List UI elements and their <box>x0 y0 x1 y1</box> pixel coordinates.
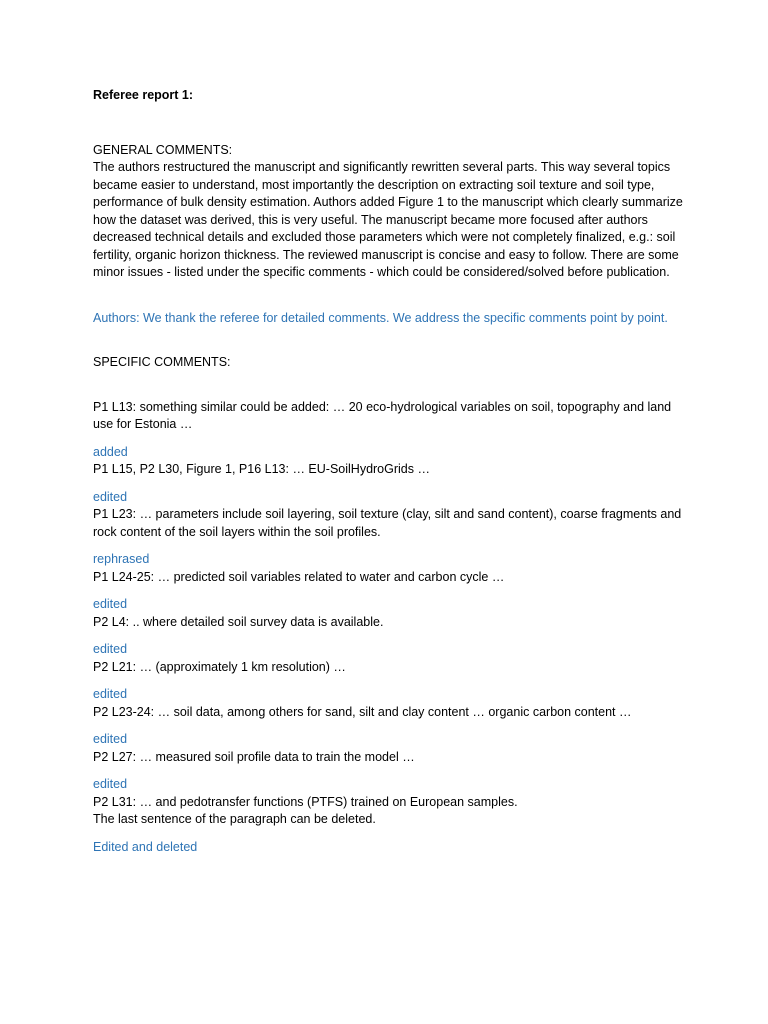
authors-reply: Authors: We thank the referee for detailed comments. We address the specific comments point by point. <box>93 310 668 325</box>
comment-text: P2 L21: … (approximately 1 km resolution) … <box>93 659 346 674</box>
specific-comment-3 <box>93 489 685 542</box>
general-comments-text: The authors restructured the manuscript and significantly rewritten several parts. This way several topics became easier to understand, most importantly the description on extracting soil texture and soil type, performance of bulk density estimation. Authors added Figure 1 to the manuscript which clearly summarize how the dataset was derived, this is very useful. The manuscript became more focused after authors decreased technical details and excluded those parameters which were not completely finalized, e.g.: soil fertility, organic horizon thickness. The reviewed manuscript is concise and easy to follow. There are some minor issues - listed under the specific comments - which could be considered/solved before publication. <box>93 160 683 279</box>
reply-text: Edited and deleted <box>93 839 198 854</box>
specific-comments-heading: SPECIFIC COMMENTS: <box>93 355 231 369</box>
comment-text: P1 L24-25: … predicted soil variables related to water and carbon cycle … <box>93 569 505 584</box>
report-title: Referee report 1: <box>93 88 194 102</box>
comment-text: P2 L23-24: … soil data, among others for sand, silt and clay content … organic carbon content … <box>93 704 632 719</box>
comment-text: P1 L13: something similar could be added: … 20 eco-hydrological variables on soil, topography and land use for Estonia … <box>93 399 672 431</box>
specific-comment-6 <box>93 641 685 676</box>
specific-comment-2 <box>93 444 685 479</box>
comment-text: P2 L31: … and pedotransfer functions (PTFS) trained on European samples. <box>93 794 518 809</box>
comment-text: P2 L27: … measured soil profile data to train the model … <box>93 749 415 764</box>
reply-text: added <box>93 444 128 459</box>
specific-comment-8 <box>93 731 685 766</box>
specific-comment-5 <box>93 596 685 631</box>
reply-text: edited <box>93 732 128 746</box>
reply-text: rephrased <box>93 552 150 566</box>
reply-text: edited <box>93 777 128 791</box>
reply-text: edited <box>93 597 128 611</box>
specific-comment-7 <box>93 686 685 721</box>
comment-text: P1 L15, P2 L30, Figure 1, P16 L13: … EU-SoilHydroGrids … <box>93 462 430 476</box>
reply-text: edited <box>93 687 128 701</box>
comment-text: P1 L23: … parameters include soil layering, soil texture (clay, silt and sand content), coarse fragments and rock content of the soil layers within the soil profiles. <box>93 507 682 539</box>
specific-comment-9 <box>93 776 685 829</box>
reply-text: edited <box>93 489 128 504</box>
specific-comment-4 <box>93 551 685 586</box>
referee-report <box>93 87 685 866</box>
comment-text-2: The last sentence of the paragraph can be deleted. <box>93 812 376 826</box>
comment-text: P2 L4: .. where detailed soil survey data is available. <box>93 614 384 629</box>
specific-comment-1 <box>93 399 685 434</box>
final-reply <box>93 839 685 857</box>
general-comments-heading: GENERAL COMMENTS: <box>93 142 233 157</box>
reply-text: edited <box>93 642 128 656</box>
